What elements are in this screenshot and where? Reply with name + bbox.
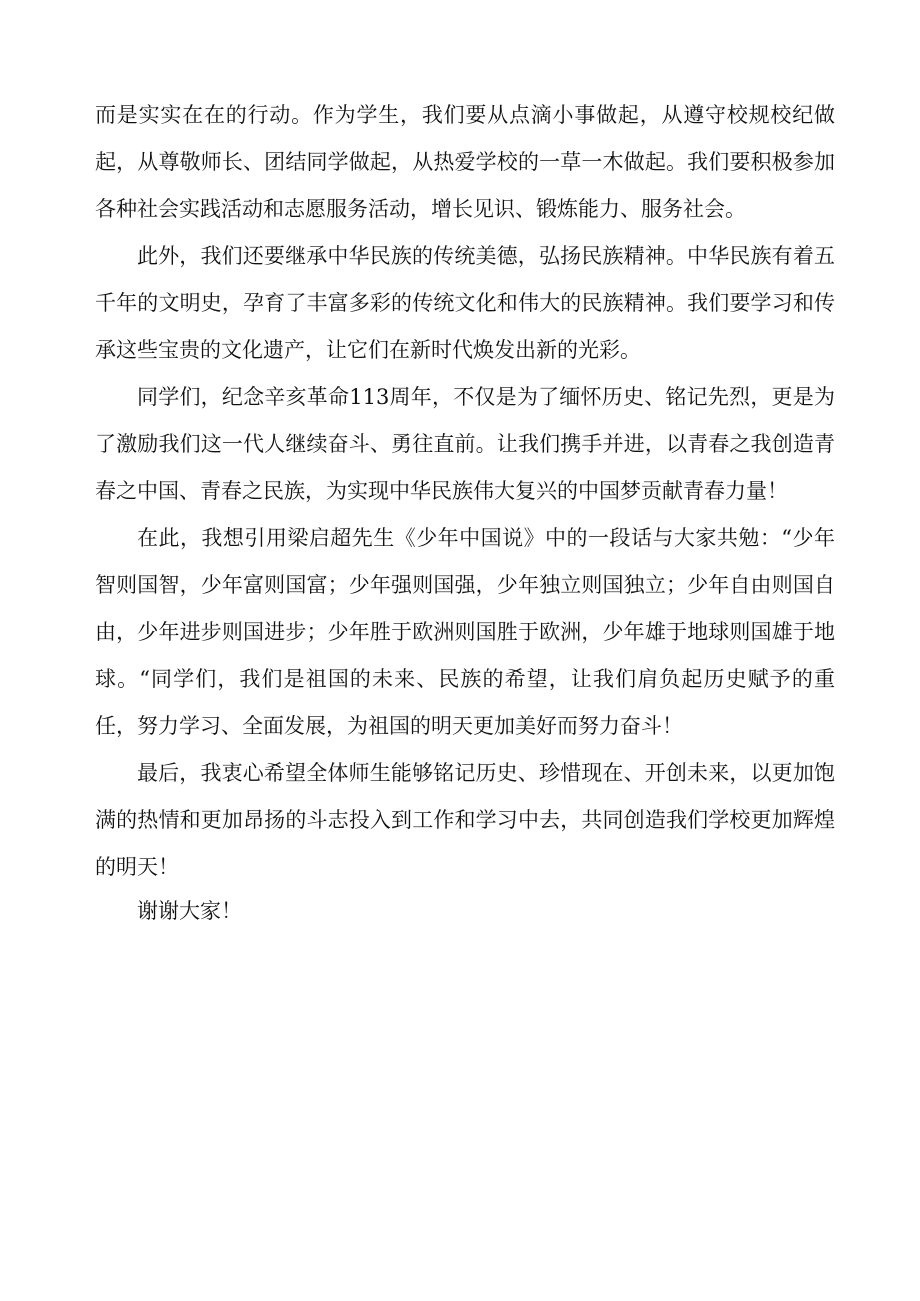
paragraph-quote: 在此，我想引用梁启超先生《少年中国说》中的一段话与大家共勉：“少年智则国智，少年富则国富；少年强则国强，少年独立则国独立；少年自由则国自由，少年进步则国进步；少年胜于欧洲则国胜于欧洲，少年雄于地球则国雄于地球。“同学们，我们是祖国的未来、民族的希望，让我们肩负起历史赋予的重任，努力学习、全面发展，为祖国的明天更加美好而努力奋斗！ <box>95 526 835 738</box>
paragraph-anniversary: 同学们，纪念辛亥革命113周年，不仅是为了缅怀历史、铭记先烈，更是为了激励我们这一代人继续奋斗、勇往直前。让我们携手并进，以青春之我创造青春之中国、青春之民族，为实现中华民族伟大复兴的中国梦贡献青春力量！ <box>95 385 835 503</box>
closing-thanks: 谢谢大家！ <box>137 899 242 923</box>
paragraph-continued: 而是实实在在的行动。作为学生，我们要从点滴小事做起，从遵守校规校纪做起，从尊敬师长、团结同学做起，从热爱学校的一草一木做起。我们要积极参加各种社会实践活动和志愿服务活动，增长见识、锻炼能力、服务社会。 <box>95 103 835 221</box>
paragraph-tradition: 此外，我们还要继承中华民族的传统美德，弘扬民族精神。中华民族有着五千年的文明史，孕育了丰富多彩的传统文化和伟大的民族精神。我们要学习和传承这些宝贵的文化遗产，让它们在新时代焕发出新的光彩。 <box>95 244 835 362</box>
paragraph-final: 最后，我衷心希望全体师生能够铭记历史、珍惜现在、开创未来，以更加饱满的热情和更加昂扬的斗志投入到工作和学习中去，共同创造我们学校更加辉煌的明天！ <box>95 761 835 879</box>
document-body <box>95 92 835 931</box>
